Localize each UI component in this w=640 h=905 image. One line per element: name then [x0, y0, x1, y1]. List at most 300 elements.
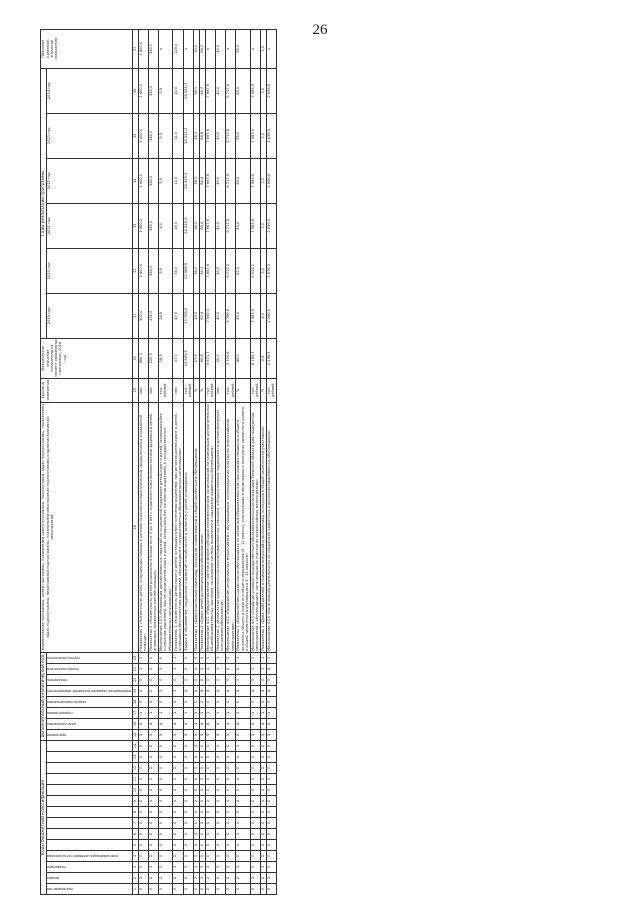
- code-subheader: показатель: [46, 674, 132, 685]
- code-cell: 2: [236, 663, 250, 674]
- final-value-cell: х: [250, 29, 260, 68]
- base-value-column-header: Фактическое значение показателя на момент разработки программы, 2014 год: [41, 338, 133, 378]
- code-cell: 0: [250, 807, 260, 818]
- code-cell: 1: [193, 707, 199, 718]
- year-value-cell: 3,0: [260, 68, 266, 113]
- code-cell: 0: [250, 652, 260, 663]
- column-number: 37: [132, 29, 138, 68]
- unit-cell: %: [260, 378, 266, 402]
- code-cell: 0: [173, 696, 183, 707]
- code-subheader: подпрограмма: [46, 707, 132, 718]
- code-cell: 2: [199, 663, 205, 674]
- year-value-cell: 11,0: [173, 68, 183, 113]
- code-cell: 1: [173, 707, 183, 718]
- code-cell: 1: [173, 652, 183, 663]
- code-subheader: классификация целевой статьи расхода: [46, 851, 132, 862]
- code-cell: 0: [148, 752, 158, 763]
- code-cell: 0: [173, 752, 183, 763]
- column-number: 20: [132, 674, 138, 685]
- page-number: 26: [312, 22, 328, 38]
- year-value-cell: 22 985,5: [183, 248, 193, 293]
- code-subheader: [46, 752, 132, 763]
- code-cell: 0: [266, 674, 276, 685]
- code-cell: 1: [266, 707, 276, 718]
- final-value-cell: х: [158, 29, 172, 68]
- code-cell: 5: [138, 729, 148, 740]
- column-number: 10: [132, 785, 138, 796]
- code-cell: 0: [158, 774, 172, 785]
- code-cell: 0: [215, 807, 225, 818]
- code-cell: 0: [183, 829, 193, 840]
- code-subheader: [46, 840, 132, 851]
- year-value-cell: 38,1: [193, 248, 199, 293]
- code-cell: 1: [215, 652, 225, 663]
- code-cell: 4: [225, 685, 235, 696]
- code-cell: 0: [250, 884, 260, 895]
- unit-cell: тыс. рублей: [183, 378, 193, 402]
- code-cell: 0: [205, 652, 215, 663]
- indicator-name-cell: Показатель 1 «Численность детей-сирот и детей, оставшихся без попечения родителей, лиц из числа детей-сирот и детей, оставшихся без попечения родителей, обучающихся в государственных образовательных организациях»: [173, 402, 183, 652]
- indicator-name-cell: Показатель 1 «Количество одаренных и высокомотивированных учащихся, которым оказана поддержка по дополнительным программам образования»: [215, 402, 225, 652]
- year-value-cell: 47,0: [173, 293, 183, 338]
- year-value-cell: 3,0: [260, 113, 266, 158]
- table-row: [250, 29, 260, 894]
- year-value-cell: 1 400,0: [138, 158, 148, 203]
- final-value-cell: 55,0: [236, 29, 250, 68]
- code-subheader: код ведомства: [46, 884, 132, 895]
- code-cell: 2: [266, 873, 276, 884]
- code-cell: 0: [199, 796, 205, 807]
- code-cell: 0: [183, 674, 193, 685]
- code-cell: 0: [173, 785, 183, 796]
- code-cell: 1: [158, 707, 172, 718]
- year-value-cell: 1 400,0: [138, 113, 148, 158]
- code-cell: 0: [173, 796, 183, 807]
- year-value-cell: 24 525,3: [183, 68, 193, 113]
- base-value-cell: 880,0: [138, 338, 148, 378]
- code-subheader: подраздел: [46, 862, 132, 873]
- code-cell: 0: [199, 884, 205, 895]
- year-value-cell: 2 636,5: [266, 113, 276, 158]
- code-cell: 4: [225, 718, 235, 729]
- code-cell: 3: [199, 862, 205, 873]
- code-cell: 2: [183, 873, 193, 884]
- year-value-cell: 29,0: [193, 293, 199, 338]
- code-cell: 0: [250, 674, 260, 685]
- year-value-cell: 40,0: [215, 113, 225, 158]
- unit-cell: чел.: [215, 378, 225, 402]
- code-cell: 0: [236, 796, 250, 807]
- year-header: 2021 год: [46, 203, 132, 248]
- code-cell: 0: [266, 785, 276, 796]
- code-cell: 0: [236, 818, 250, 829]
- year-value-cell: 1 400,0: [138, 68, 148, 113]
- rotated-table-container: [40, 37, 605, 895]
- year-value-cell: 3,0: [260, 203, 266, 248]
- column-number: 7: [132, 818, 138, 829]
- code-cell: 0: [225, 674, 235, 685]
- final-value-cell: х: [266, 29, 276, 68]
- final-value-cell: х: [183, 29, 193, 68]
- column-number: 6: [132, 829, 138, 840]
- year-value-cell: 35,0: [173, 248, 183, 293]
- code-subheader: раздел: [46, 873, 132, 884]
- year-value-cell: 38,1: [193, 113, 199, 158]
- table-row: [158, 29, 172, 894]
- year-value-cell: 540,0: [148, 158, 158, 203]
- code-cell: 0: [138, 740, 148, 751]
- year-value-cell: 40,0: [215, 158, 225, 203]
- code-cell: 0: [173, 674, 183, 685]
- year-value-cell: 50,0: [236, 293, 250, 338]
- code-cell: 0: [199, 785, 205, 796]
- indicator-name-cell: Мероприятие 4.01 «Предоставление грантов в форме субсидий некоммерческим организациям на реализацию дополнительных общеобразовательных программ, на развитие системы выявления и поддержки одаренных обучающихся»: [205, 404, 215, 651]
- column-number: 28: [132, 402, 138, 652]
- code-cell: 5: [236, 729, 250, 740]
- year-value-cell: 23 726,0: [183, 293, 193, 338]
- indicator-name-cell: Показатель 1 «Доля победителей и призеров всероссийских олимпиад, конкурсов в общей численности участников»: [260, 402, 266, 652]
- code-cell: 4: [183, 685, 193, 696]
- code-cell: 0: [158, 818, 172, 829]
- code-cell: 0: [199, 696, 205, 707]
- base-value-cell: 20,0: [215, 338, 225, 378]
- code-cell: 2: [225, 663, 235, 674]
- code-subheader: [46, 740, 132, 751]
- year-header: 2024 год: [46, 68, 132, 113]
- code-cell: 0: [250, 829, 260, 840]
- code-cell: 0: [193, 785, 199, 796]
- year-value-cell: 540,0: [148, 248, 158, 293]
- code-cell: 0: [148, 829, 158, 840]
- code-cell: 0: [215, 840, 225, 851]
- code-cell: 0: [215, 818, 225, 829]
- code-cell: 0: [199, 763, 205, 774]
- code-cell: 0: [138, 774, 148, 785]
- code-subheader: [46, 774, 132, 785]
- column-number: 36: [132, 68, 138, 113]
- code-cell: 0: [199, 774, 205, 785]
- code-cell: 0: [260, 818, 266, 829]
- code-subheader: [46, 763, 132, 774]
- year-value-cell: 7 583,9: [250, 293, 260, 338]
- code-cell: 0: [148, 652, 158, 663]
- column-number: 12: [132, 763, 138, 774]
- unit-cell: %: [193, 378, 199, 402]
- table-row: [205, 29, 215, 894]
- final-value-cell: 40,0: [215, 29, 225, 68]
- code-cell: 4: [193, 685, 199, 696]
- year-header: 2023 год: [46, 113, 132, 158]
- code-cell: 0: [215, 763, 225, 774]
- code-cell: 1: [260, 652, 266, 663]
- code-cell: 3: [266, 862, 276, 873]
- code-cell: 2: [148, 685, 158, 696]
- year-value-cell: 3,0: [260, 248, 266, 293]
- code-subheader: программа: [46, 729, 132, 740]
- code-cell: 0: [148, 840, 158, 851]
- code-cell: 0: [236, 674, 250, 685]
- code-cell: 0: [250, 752, 260, 763]
- code-subheader: [46, 796, 132, 807]
- code-cell: 0: [205, 829, 215, 840]
- code-cell: 1: [205, 663, 215, 674]
- code-cell: 3: [260, 862, 266, 873]
- final-value-cell: 1 400,0: [138, 29, 148, 68]
- code-cell: 0: [225, 840, 235, 851]
- code-cell: 0: [193, 774, 199, 785]
- year-value-cell: 2 296,5: [266, 293, 276, 338]
- code-cell: 0: [193, 752, 199, 763]
- code-cell: 0: [250, 763, 260, 774]
- unit-cell: тыс. рублей: [158, 378, 172, 402]
- code-cell: 0: [173, 840, 183, 851]
- column-number: 15: [132, 729, 138, 740]
- code-subheader: цель программы: [46, 718, 132, 729]
- code-cell: 2: [138, 685, 148, 696]
- code-cell: 0: [215, 785, 225, 796]
- code-cell: 1: [205, 707, 215, 718]
- code-cell: 0: [138, 785, 148, 796]
- code-cell: 3: [205, 862, 215, 873]
- base-value-cell: 18,5: [158, 338, 172, 378]
- year-value-cell: 7 667,6: [205, 68, 215, 113]
- year-value-cell: 6 717,5: [225, 68, 235, 113]
- code-cell: 1: [215, 663, 225, 674]
- code-cell: 1: [260, 707, 266, 718]
- year-value-cell: 7 583,9: [250, 203, 260, 248]
- code-cell: 0: [205, 763, 215, 774]
- code-cell: 5: [199, 729, 205, 740]
- year-header: 2022 год: [46, 158, 132, 203]
- code-cell: 0: [183, 884, 193, 895]
- indicator-name-cell: Показатель 1 «Численность детей, получающих помощь в центрах психолого-педагогической, медицинской и социальной помощи»: [138, 402, 148, 652]
- code-cell: 1: [225, 707, 235, 718]
- code-cell: 0: [250, 696, 260, 707]
- year-value-cell: 2 556,5: [266, 158, 276, 203]
- code-cell: 0: [158, 807, 172, 818]
- code-cell: 0: [225, 652, 235, 663]
- year-value-cell: 7 667,6: [205, 113, 215, 158]
- code-cell: 0: [236, 807, 250, 818]
- code-cell: 0: [138, 807, 148, 818]
- indicator-name-cell: Показатель 2 «Численность детей дошкольного возраста от 2 до 3 лет с ограниченными возможностями здоровья и детей-инвалидов, охваченных ранней помощью»: [148, 402, 158, 652]
- code-cell: 0: [205, 785, 215, 796]
- code-cell: 3: [236, 862, 250, 873]
- code-cell: 2: [138, 873, 148, 884]
- code-cell: 3: [138, 862, 148, 873]
- year-value-cell: 6 024,1: [250, 248, 260, 293]
- year-value-cell: 6 717,5: [225, 113, 235, 158]
- column-number: 31: [132, 293, 138, 338]
- year-value-cell: 5,5: [158, 68, 172, 113]
- year-value-cell: 7 583,9: [250, 113, 260, 158]
- code-cell: 0: [225, 829, 235, 840]
- code-cell: 0: [193, 840, 199, 851]
- code-cell: 4: [199, 718, 205, 729]
- code-cell: 1: [138, 663, 148, 674]
- code-cell: 0: [250, 796, 260, 807]
- code-cell: 0: [205, 674, 215, 685]
- code-cell: 0: [199, 652, 205, 663]
- code-cell: 4: [260, 718, 266, 729]
- code-cell: 0: [266, 807, 276, 818]
- code-cell: 0: [205, 884, 215, 895]
- code-cell: 1: [236, 707, 250, 718]
- code-cell: 0: [266, 829, 276, 840]
- unit-cell: тыс. рублей: [266, 378, 276, 402]
- code-subheader: [46, 785, 132, 796]
- code-cell: 0: [148, 807, 158, 818]
- code-subheader: [46, 829, 132, 840]
- base-value-cell: 2 296,5: [266, 338, 276, 378]
- code-cell: 0: [173, 884, 183, 895]
- code-cell: 0: [266, 818, 276, 829]
- code-cell: 0: [215, 851, 225, 862]
- code-cell: 5: [225, 729, 235, 740]
- unit-cell: чел.: [173, 378, 183, 402]
- column-number: 18: [132, 696, 138, 707]
- code-cell: 0: [193, 674, 199, 685]
- code-cell: 4: [148, 718, 158, 729]
- code-cell: 0: [225, 785, 235, 796]
- year-value-cell: 24 525,3: [183, 158, 193, 203]
- year-value-cell: 54,0: [236, 158, 250, 203]
- year-header: 2019 год: [46, 293, 132, 338]
- year-value-cell: 18,0: [173, 203, 183, 248]
- code-cell: 4: [158, 718, 172, 729]
- code-cell: 0: [193, 807, 199, 818]
- code-cell: 0: [158, 829, 172, 840]
- code-cell: 3: [173, 685, 183, 696]
- code-cell: 2: [205, 873, 215, 884]
- code-cell: 0: [199, 851, 205, 862]
- year-value-cell: 4,0: [260, 293, 266, 338]
- unit-cell: чел.: [138, 378, 148, 402]
- code-cell: 0: [193, 829, 199, 840]
- code-cell: 0: [266, 752, 276, 763]
- column-number: 32: [132, 248, 138, 293]
- table-row: [138, 29, 148, 894]
- code-cell: 1: [158, 663, 172, 674]
- code-cell: 0: [148, 696, 158, 707]
- code-cell: 0: [193, 696, 199, 707]
- unit-cell: %: [236, 378, 250, 402]
- table-row: [236, 29, 250, 894]
- column-number: 21: [132, 663, 138, 674]
- year-value-cell: 64,6: [199, 113, 205, 158]
- year-value-cell: 6 717,5: [225, 158, 235, 203]
- code-cell: 0: [148, 674, 158, 685]
- code-cell: 0: [260, 696, 266, 707]
- code-cell: 0: [215, 774, 225, 785]
- year-value-cell: 40,0: [215, 68, 225, 113]
- code-cell: 0: [138, 884, 148, 895]
- code-cell: 0: [173, 763, 183, 774]
- year-value-cell: 64,4: [199, 203, 205, 248]
- code-cell: 5: [148, 729, 158, 740]
- code-cell: 0: [199, 740, 205, 751]
- code-cell: 3: [250, 862, 260, 873]
- code-cell: 0: [138, 851, 148, 862]
- base-value-cell: 2,8: [260, 338, 266, 378]
- year-value-cell: 40,0: [215, 203, 225, 248]
- year-value-cell: 38,1: [193, 203, 199, 248]
- final-value-cell: х: [205, 29, 215, 68]
- unit-cell: тыс. рублей: [205, 378, 215, 402]
- code-cell: 0: [173, 740, 183, 751]
- year-value-cell: 1 400,0: [138, 203, 148, 248]
- code-cell: 0: [148, 851, 158, 862]
- base-value-cell: 5 671,7: [205, 338, 215, 378]
- code-cell: 0: [193, 652, 199, 663]
- code-cell: 0: [158, 740, 172, 751]
- code-cell: 0: [250, 840, 260, 851]
- code-cell: 0: [138, 840, 148, 851]
- code-cell: 0: [199, 840, 205, 851]
- year-value-cell: 7 590,0: [205, 293, 215, 338]
- indicator-name-cell: Задача 4 «Выявление, поддержка и развитие способностей и талантов у детей и молодежи»: [183, 402, 193, 652]
- code-cell: 0: [138, 818, 148, 829]
- code-cell: 3: [193, 862, 199, 873]
- code-cell: 0: [225, 740, 235, 751]
- code-cell: 0: [250, 785, 260, 796]
- years-group-header: Годы реализации программы: [41, 68, 47, 338]
- code-cell: 0: [260, 884, 266, 895]
- code-cell: 0: [183, 785, 193, 796]
- code-cell: 5: [173, 729, 183, 740]
- code-cell: 1: [138, 707, 148, 718]
- code-cell: 0: [236, 840, 250, 851]
- code-cell: 0: [138, 696, 148, 707]
- code-cell: 0: [215, 796, 225, 807]
- code-cell: 0: [250, 851, 260, 862]
- column-number: 11: [132, 774, 138, 785]
- base-value-cell: 49,0: [236, 338, 250, 378]
- year-value-cell: 24 525,3: [183, 203, 193, 248]
- code-cell: 0: [138, 674, 148, 685]
- column-number: 30: [132, 338, 138, 378]
- year-value-cell: 11,0: [173, 158, 183, 203]
- code-cell: 0: [158, 674, 172, 685]
- year-value-cell: 52,0: [236, 248, 250, 293]
- unit-cell: чел.: [148, 378, 158, 402]
- code-cell: 0: [205, 752, 215, 763]
- column-number: 3: [132, 862, 138, 873]
- year-header: 2020 год: [46, 248, 132, 293]
- code-cell: 0: [199, 752, 205, 763]
- code-cell: 5: [205, 729, 215, 740]
- final-value-cell: 39,0: [193, 29, 199, 68]
- year-value-cell: 5,5: [158, 248, 172, 293]
- program-table-sheet: [40, 37, 605, 895]
- code-cell: 0: [266, 763, 276, 774]
- year-value-cell: 24,5: [158, 293, 172, 338]
- code-cell: 5: [158, 729, 172, 740]
- code-cell: 0: [193, 884, 199, 895]
- code-cell: 0: [225, 884, 235, 895]
- code-cell: 0: [236, 851, 250, 862]
- year-value-cell: 53,0: [236, 203, 250, 248]
- year-value-cell: 1 400,0: [138, 248, 148, 293]
- final-value-cell: 64,7: [199, 29, 205, 68]
- code-cell: 0: [138, 829, 148, 840]
- code-cell: 0: [205, 796, 215, 807]
- code-subheader: номер показателя: [46, 663, 132, 674]
- code-cell: 2: [148, 873, 158, 884]
- code-cell: 1: [199, 707, 205, 718]
- analytic-code-group-header: Дополнительный аналитический код: [41, 652, 47, 740]
- base-value-cell: 17,9: [193, 338, 199, 378]
